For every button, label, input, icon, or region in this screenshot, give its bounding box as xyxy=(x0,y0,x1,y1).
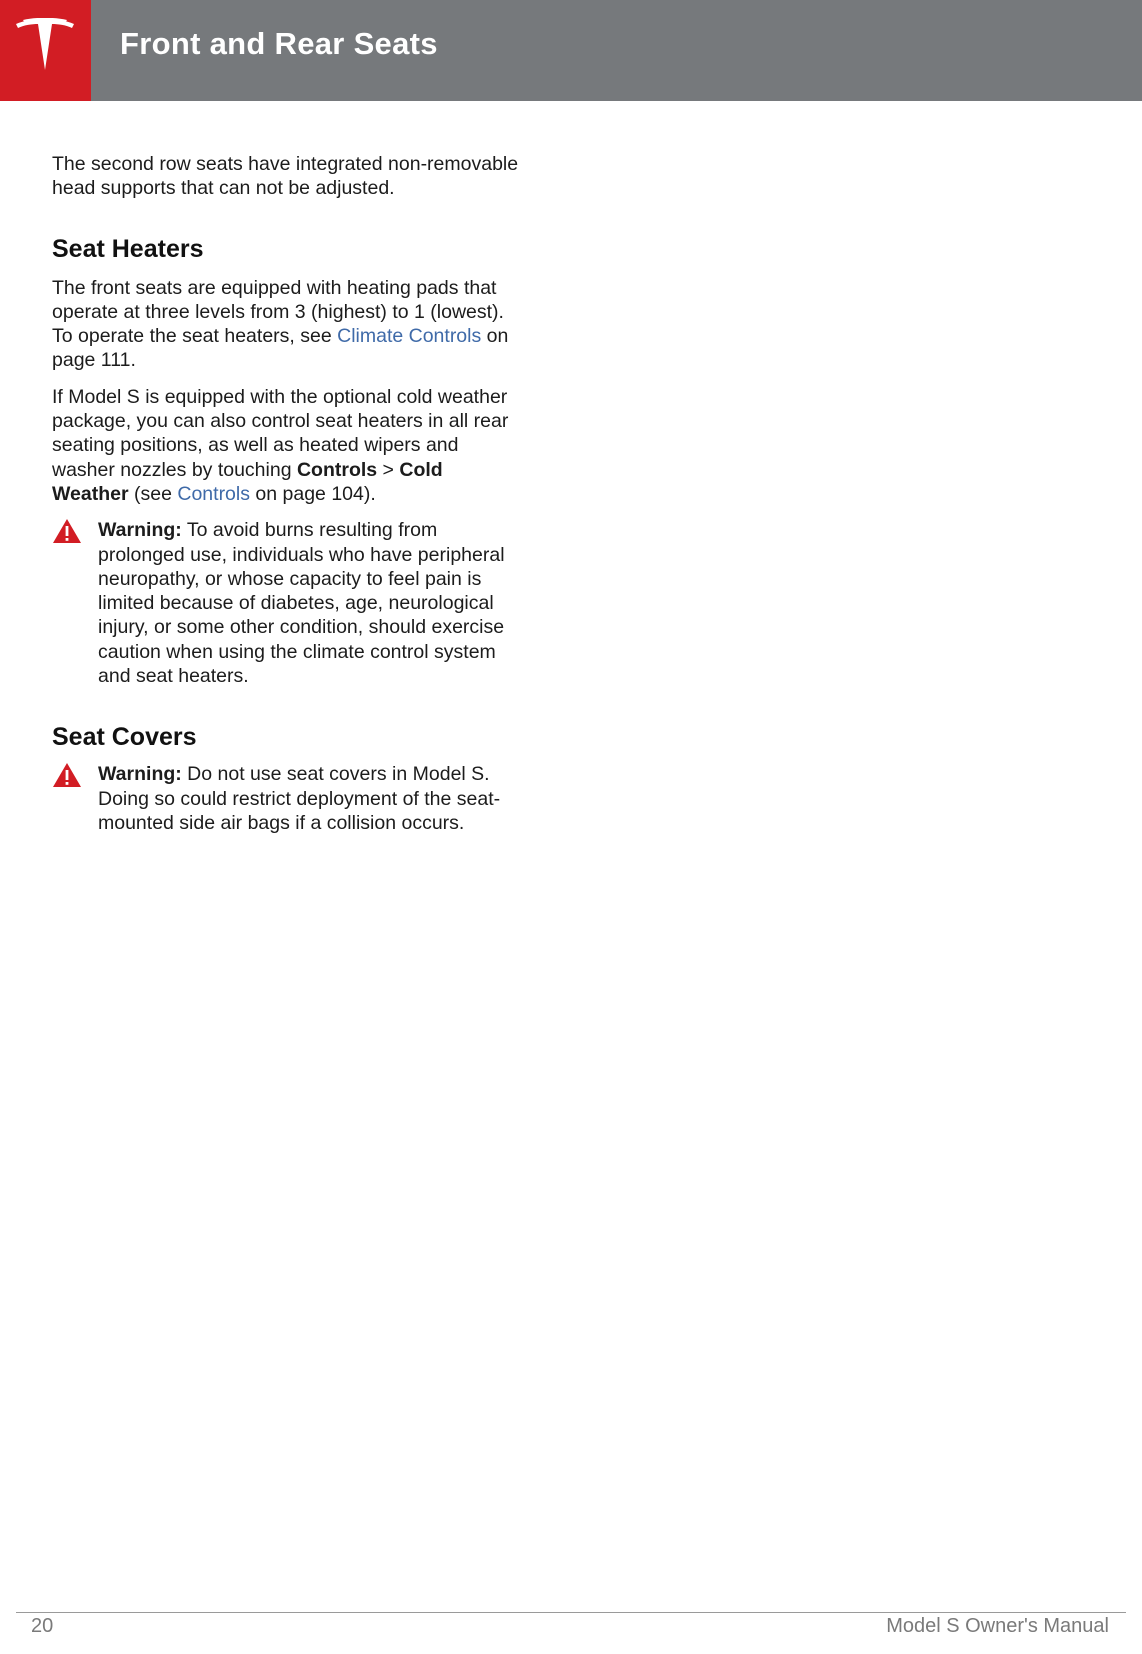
intro-paragraph: The second row seats have integrated non-removable head supports that can not be adjusted. xyxy=(52,153,519,200)
page-number: 20 xyxy=(31,1615,54,1637)
warning-icon xyxy=(52,762,82,788)
seat-covers-warning: Warning: Do not use seat covers in Model S. Doing so could restrict deployment of the seat-mounted side air bags if a collision occurs. xyxy=(52,762,522,835)
climate-controls-link[interactable]: Climate Controls xyxy=(337,325,482,348)
page-title: Front and Rear Seats xyxy=(120,26,438,61)
logo-box xyxy=(0,0,91,101)
seat-heaters-warning: Warning: To avoid burns resulting from prolonged use, individuals who have peripheral neuropathy, or whose capacity to feel pain is limited because of diabetes, age, neurological injury, or some other condition, should exercise caution when using the climate control system and seat heaters. xyxy=(52,518,522,688)
warning-label: Warning: xyxy=(98,763,182,786)
tesla-logo-icon xyxy=(14,18,76,74)
seat-heaters-paragraph-2: If Model S is equipped with the optional cold weather package, you can also control seat heaters in all rear seating positions, as well as heated wipers and washer nozzles by touching Controls > Cold Weather (see Controls on page 104). xyxy=(52,385,509,505)
warning-icon xyxy=(52,518,82,544)
page-header xyxy=(0,0,1142,101)
seat-covers-heading: Seat Covers xyxy=(52,723,197,752)
main-content xyxy=(52,152,522,835)
manual-title: Model S Owner's Manual xyxy=(886,1615,1109,1637)
controls-link[interactable]: Controls xyxy=(177,482,250,505)
seat-heaters-paragraph-1: The front seats are equipped with heating pads that operate at three levels from 3 (highest) to 1 (lowest). To operate the seat heaters, see Climate Controls on page 111. xyxy=(52,276,509,372)
warning-label: Warning: xyxy=(98,519,182,542)
footer-divider xyxy=(16,1612,1126,1613)
seat-heaters-heading: Seat Heaters xyxy=(52,234,204,263)
